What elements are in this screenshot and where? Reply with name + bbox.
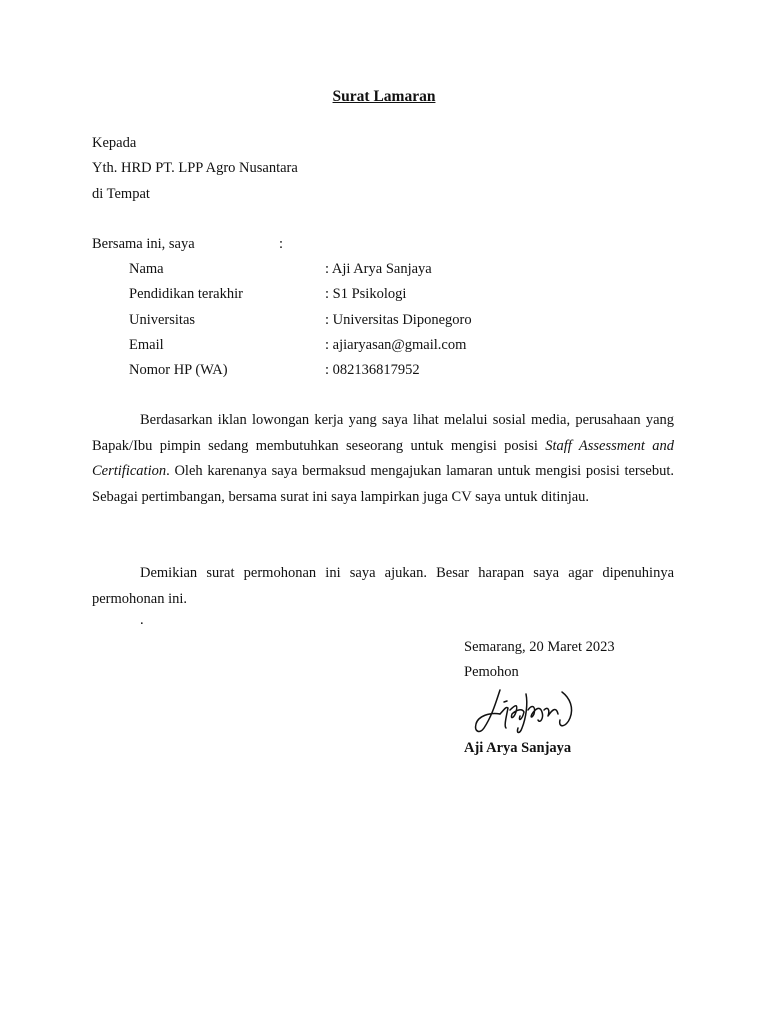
signer-role: Pemohon — [464, 664, 519, 680]
body-text: Berdasarkan iklan lowongan kerja yang saya lihat melalui sosial media, perusahaan yang Bapak/Ibu pimpin sedang membutuhkan seseorang untuk mengisi posisi — [92, 412, 674, 454]
signer-name: Aji Arya Sanjaya — [464, 740, 572, 756]
place-date: Semarang, 20 Maret 2023 — [464, 639, 615, 655]
detail-value: : 082136817952 — [325, 362, 420, 378]
detail-label: Nama — [129, 261, 164, 277]
detail-value: : Universitas Diponegoro — [325, 312, 472, 328]
letter-title: Surat Lamaran — [332, 88, 436, 105]
detail-label: Nomor HP (WA) — [129, 362, 228, 378]
detail-label: Pendidikan terakhir — [129, 286, 243, 302]
recipient-line-3: di Tempat — [92, 186, 150, 202]
detail-label: Universitas — [129, 312, 196, 328]
handwritten-signature — [470, 684, 582, 740]
position-name: Staff Assessment and Certification — [92, 437, 674, 479]
detail-value: : S1 Psikologi — [325, 286, 407, 302]
intro-colon: : — [279, 236, 284, 252]
recipient-line-2: Yth. HRD PT. LPP Agro Nusantara — [92, 160, 298, 176]
detail-value: : ajiaryasan@gmail.com — [325, 337, 467, 353]
intro-label: Bersama ini, saya — [92, 236, 195, 252]
detail-label: Email — [129, 337, 164, 353]
body-paragraph-1 — [92, 408, 674, 510]
detail-value: : Aji Arya Sanjaya — [325, 261, 432, 277]
stray-mark: . — [140, 612, 144, 628]
recipient-line-1: Kepada — [92, 135, 137, 151]
body-text: . Oleh karenanya saya bermaksud mengajukan lamaran untuk mengisi posisi tersebut. Sebagai pertimbangan, bersama surat ini saya lampirkan juga CV saya untuk ditinjau. — [92, 463, 674, 505]
body-paragraph-2: Demikian surat permohonan ini saya ajukan. Besar harapan saya agar dipenuhinya permohonan ini. — [92, 565, 674, 607]
